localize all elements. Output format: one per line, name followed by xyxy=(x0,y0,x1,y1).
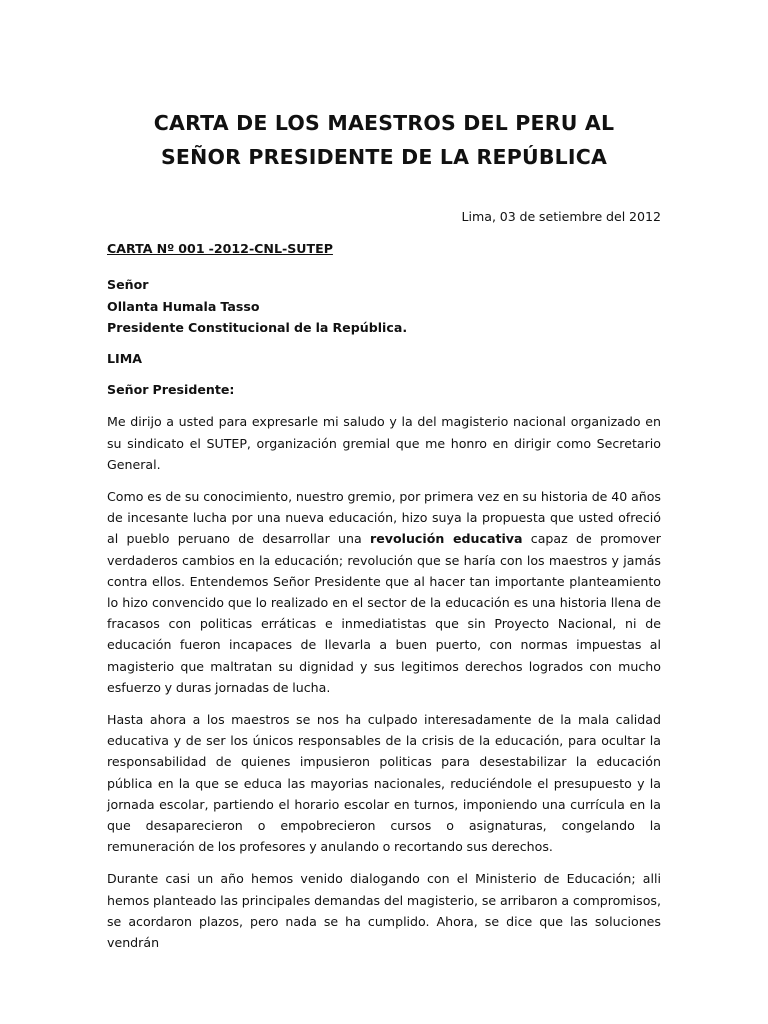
title-line-1: CARTA DE LOS MAESTROS DEL PERU AL xyxy=(153,110,615,135)
addressee-block xyxy=(107,274,661,338)
addressee-line: Presidente Constitucional de la República. xyxy=(107,319,408,335)
paragraph xyxy=(107,486,661,698)
letter-city: LIMA xyxy=(107,351,142,367)
addressee-line: Ollanta Humala Tasso xyxy=(107,298,260,314)
paragraph: Hasta ahora a los maestros se nos ha culpado interesadamente de la mala calidad educativa y de ser los únicos responsables de la crisis de la educación, para ocultar la responsabilidad de quienes impusieron politicas para desestabilizar la educación pública en la que se educa las mayorias nacionales, reduciéndole el presupuesto y la jornada escolar, partiendo el horario escolar en turnos, imponiendo una currícula en la que desaparecieron o empobrecieron cursos o asignaturas, congelando la remuneración de los profesores y anulando o recortando sus derechos. xyxy=(107,712,661,855)
letter-salutation: Señor Presidente: xyxy=(107,382,235,398)
paragraph: Me dirijo a usted para expresarle mi saludo y la del magisterio nacional organizado en su sindicato el SUTEP, organización gremial que me honro en dirigir como Secretario General. xyxy=(107,414,661,472)
paragraph-text: capaz de promover verdaderos cambios en la educación; revolución que se haría con los maestros y jamás contra ellos. Entendemos Señor Presidente que al hacer tan importante planteamiento lo hizo convencido que lo realizado en el sector de la educación es una historia llena de fracasos con politicas erráticas e inmediatistas que sin Proyecto Nacional, ni de educación fueron incapaces de llevarla a buen puerto, con normas impuestas al magisterio que maltratan su dignidad y sus legitimos derechos logrados con mucho esfuerzo y duras jornadas de lucha. xyxy=(107,531,661,695)
title-line-2: SEÑOR PRESIDENTE DE LA REPÚBLICA xyxy=(160,144,608,169)
paragraph-bold-text: revolución educativa xyxy=(370,531,523,547)
letter-reference: CARTA Nº 001 -2012-CNL-SUTEP xyxy=(107,241,333,257)
paragraph: Durante casi un año hemos venido dialogando con el Ministerio de Educación; alli hemos planteado las principales demandas del magisterio, se arribaron a compromisos, se acordaron plazos, pero nada se ha cumplido. Ahora, se dice que las soluciones vendrán xyxy=(107,871,661,951)
document-title xyxy=(60,106,708,174)
letter-body xyxy=(107,206,661,964)
letter-date: Lima, 03 de setiembre del 2012 xyxy=(461,209,661,224)
addressee-line: Señor xyxy=(107,277,149,293)
paragraph-text: Como es de su conocimiento, nuestro gremio, por primera vez en su historia de 40 años de incesante lucha por una nueva educación, hizo suya la propuesta que usted ofreció al pueblo peruano de desarrollar una xyxy=(107,489,661,547)
